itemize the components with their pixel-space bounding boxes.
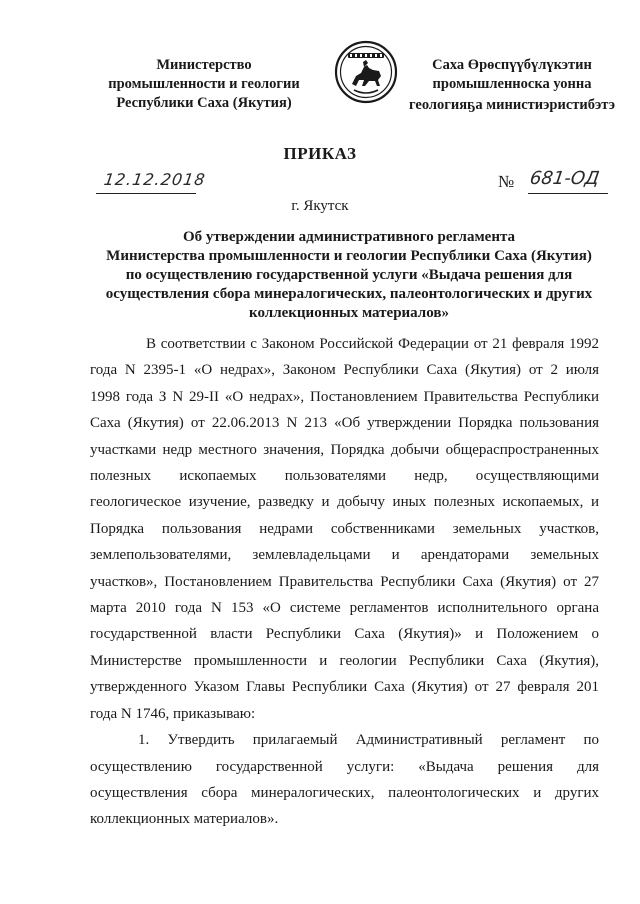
ministry-name-line: промышленности и геологии xyxy=(108,76,300,92)
body-line: В соответствии с Законом Российской Федерации от 21 февраля 1992 xyxy=(146,336,599,352)
body-line: государственной власти Республики Саха (Якутия)» и Положением о xyxy=(90,626,599,643)
ministry-name-yakut xyxy=(404,56,620,115)
body-line: коллекционных материалов». xyxy=(90,811,279,828)
body-line: утвержденного Указом Главы Республики Саха (Якутия) от 27 февраля 201 xyxy=(90,679,599,696)
body-line: года N 1746, приказываю: xyxy=(90,705,256,722)
document-heading: ПРИКАЗ xyxy=(283,144,357,163)
title-line: Об утверждении административного регламента xyxy=(182,229,516,245)
order-city: г. Якутск xyxy=(291,198,349,214)
body-line: Саха (Якутия) от 22.06.2013 N 213 «Об утверждении Порядка пользования xyxy=(90,415,599,432)
order-date: 12.12.2018 xyxy=(102,170,207,189)
order-body xyxy=(90,331,599,833)
body-line: геологическое изучение, разведку и добычу иных полезных ископаемых, и xyxy=(90,494,599,511)
title-line: Министерства промышленности и геологии Республики Саха (Якутия) xyxy=(106,248,592,264)
order-title xyxy=(88,228,610,323)
body-line: землепользователями, землевладельцами и арендаторами земельных xyxy=(90,547,599,564)
body-line: Министерстве промышленности и геологии Республики Саха (Якутия), xyxy=(90,652,599,669)
order-number-label: № xyxy=(498,172,515,191)
ministry-name-russian xyxy=(86,56,322,113)
body-line: полезных ископаемых пользователями недр, осуществляющими xyxy=(90,468,599,485)
body-line: 1998 года З N 29-II «О недрах», Постановлением Правительства Республики xyxy=(90,388,599,405)
ministry-name-line: промышленноска уонна xyxy=(432,76,592,92)
body-line: марта 2010 года N 153 «О системе регламентов исполнительного органа xyxy=(90,600,599,617)
title-line: по осуществлению государственной услуги «Выдача решения для xyxy=(125,267,573,283)
body-line: осуществления сбора минералогических, палеонтологических и других xyxy=(90,784,599,801)
ministry-name-line: Министерство xyxy=(156,57,252,73)
ministry-name-line: Республики Саха (Якутия) xyxy=(116,95,292,111)
ministry-name-line: геологияҕа министиэристибэтэ xyxy=(408,97,615,113)
body-line: года N 2395-1 «О недрах», Законом Республики Саха (Якутия) от 2 июля xyxy=(90,362,599,379)
body-line: участками недр местного значения, Порядка добычи общераспространенных xyxy=(90,441,599,458)
coat-of-arms-icon xyxy=(334,40,398,104)
order-number: 681-ОД xyxy=(528,168,601,189)
body-line: Порядка пользования недрами собственниками земельных участков, xyxy=(90,520,599,537)
date-underline xyxy=(96,193,196,194)
ministry-name-line: Саха Өрөспүүбүлүкэтин xyxy=(432,57,592,73)
body-line: осуществлению государственной услуги: «Выдача решения для xyxy=(90,758,599,775)
title-line: коллекционных материалов» xyxy=(249,305,449,321)
body-line: участков», Постановлением Правительства Республики Саха (Якутия) от 27 xyxy=(90,573,599,590)
number-underline xyxy=(528,193,608,194)
body-line: 1. Утвердить прилагаемый Административный регламент по xyxy=(138,732,599,749)
title-line: осуществления сбора минералогических, палеонтологических и других xyxy=(105,286,593,302)
